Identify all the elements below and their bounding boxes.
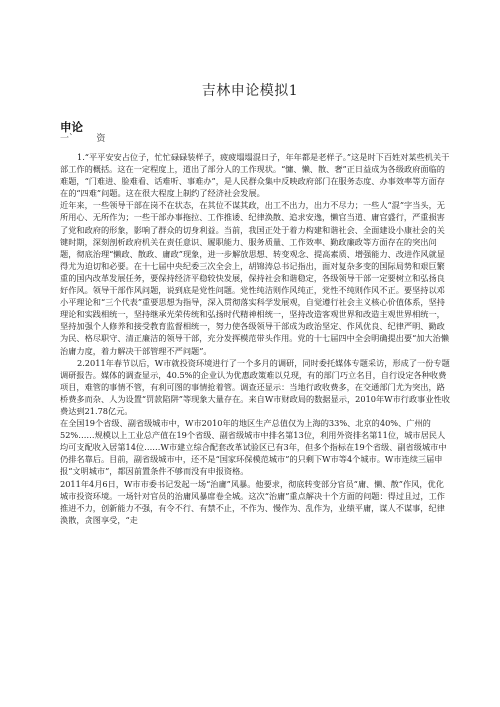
paragraph: 1.“平平安安占位子，忙忙碌碌装样子，疲疲塌塌混日子，年年都是老样子。”这是时下百姓对某些机关干部工作的概括。这在一定程度上，道出了部分人的工作现状。“慵、懒、散、奢”正日益成为各级政府面临的难题，“门难进、脸难看、话难听、事难办”，是人民群众集中反映政府部门在服务态度、办事效率等方面存在的“四难”问题。这在很大程度上制约了经济社会发展。 (60, 152, 450, 199)
section-heading: 申论 (60, 120, 83, 134)
subsection-label: 一` 资 (60, 134, 106, 144)
paragraph: 2011年4月6日，W市市委书记发起一场“治庸”风暴。他要求，彻底转变部分官员“庸、懒、散”作风，优化城市投资环境。一场针对官员的治庸风暴席卷全城。这次“治庸”重点解决十个方面的问题：得过且过，工作推进不力，创新能力不强，有令不行、有禁不止，不作为、慢作为、乱作为，业绩平庸，谋人不谋事，纪律涣散，贪图享受，“走 (60, 478, 445, 525)
body-text (60, 151, 452, 526)
paragraph: 在全国19个省级、副省级城市中，W市2010年的地区生产总值仅为上海的33%、北京的40%、广州的52%……规模以上工业总产值在19个省级、副省级城市中排名第13位，利用外资排名第11位，城市居民人均可支配收入居第14位……W市建立综合配套改革试验区已有3年，但多个指标在19个省级、副省级城市中仍排名靠后。目前，副省级城市中，还不是“国家环保模范城市”的只剩下W市等4个城市。W市连续三届申报“文明城市”，都因前置条件不够而没有申报资格。 (60, 418, 447, 477)
paragraph: 近年来，一些领导干部在岗不在状态，在其位不谋其政，出工不出力，出力不尽力；一些人“混”字当头，无所用心、无所作为；一些干部办事拖拉、工作推诿、纪律涣散、追求安逸，懒官当道、庸官盛行，严重损害了党和政府的形象，影响了群众的切身利益。当前，我国正处于着力构建和谐社会、全面建设小康社会的关键时期，深刻剖析政府机关在责任意识、履职能力、服务质量、工作效率、勤政廉政等方面存在的突出问题，彻底治理“懒政、散政、庸政”现象，进一步解放思想、转变观念、提高素质、增强能力、改进作风就显得尤为迫切和必要。在十七届中央纪委三次全会上，胡锦涛总书记指出，面对复杂多变的国际局势和艰巨繁重的国内改革发展任务，要保持经济平稳较快发展，保持社会和谐稳定，各级领导干部一定要树立和弘扬良好作风。领导干部作风问题，说到底是党性问题。党性纯洁则作风纯正，党性不纯则作风不正。要坚持以邓小平理论和“三个代表”重要思想为指导，深入贯彻落实科学发展观，自觉遵行社会主义核心价值体系，坚持理论和实践相统一，坚持继承光荣传统和弘扬时代精神相统一，坚持改造客观世界和改造主观世界相统一，坚持加强个人修养和接受教育监督相统一，努力使各级领导干部成为政治坚定、作风优良、纪律严明、勤政为民、格尽职守、清正廉洁的领导干部，充分发挥模范带头作用。党的十七届四中全会明确提出要“加大治懒治庸力度，着力解决干部管理不严问题”。 (60, 200, 449, 356)
paragraph: 2.2011年春节以后，W市就投资环境进行了一个多月的调研，同时委托媒体专题采访，形成了一份专题调研报告。媒体的调查显示，40.5%的企业认为优惠政策难以兑现，有的部门巧立名目，自行设定各种收费项目，难管的事情不管，有利可图的事情抢着管。调查还显示：当地行政收费多，在交通部门尤为突出，路桥费多而杂、人为设置“罚款陷阱”等现象大量存在。来自W市财政局的数据显示，2010年W市行政事业性收费达到21.78亿元。 (60, 357, 450, 416)
document-title: 吉林申论模拟1 (201, 83, 299, 99)
